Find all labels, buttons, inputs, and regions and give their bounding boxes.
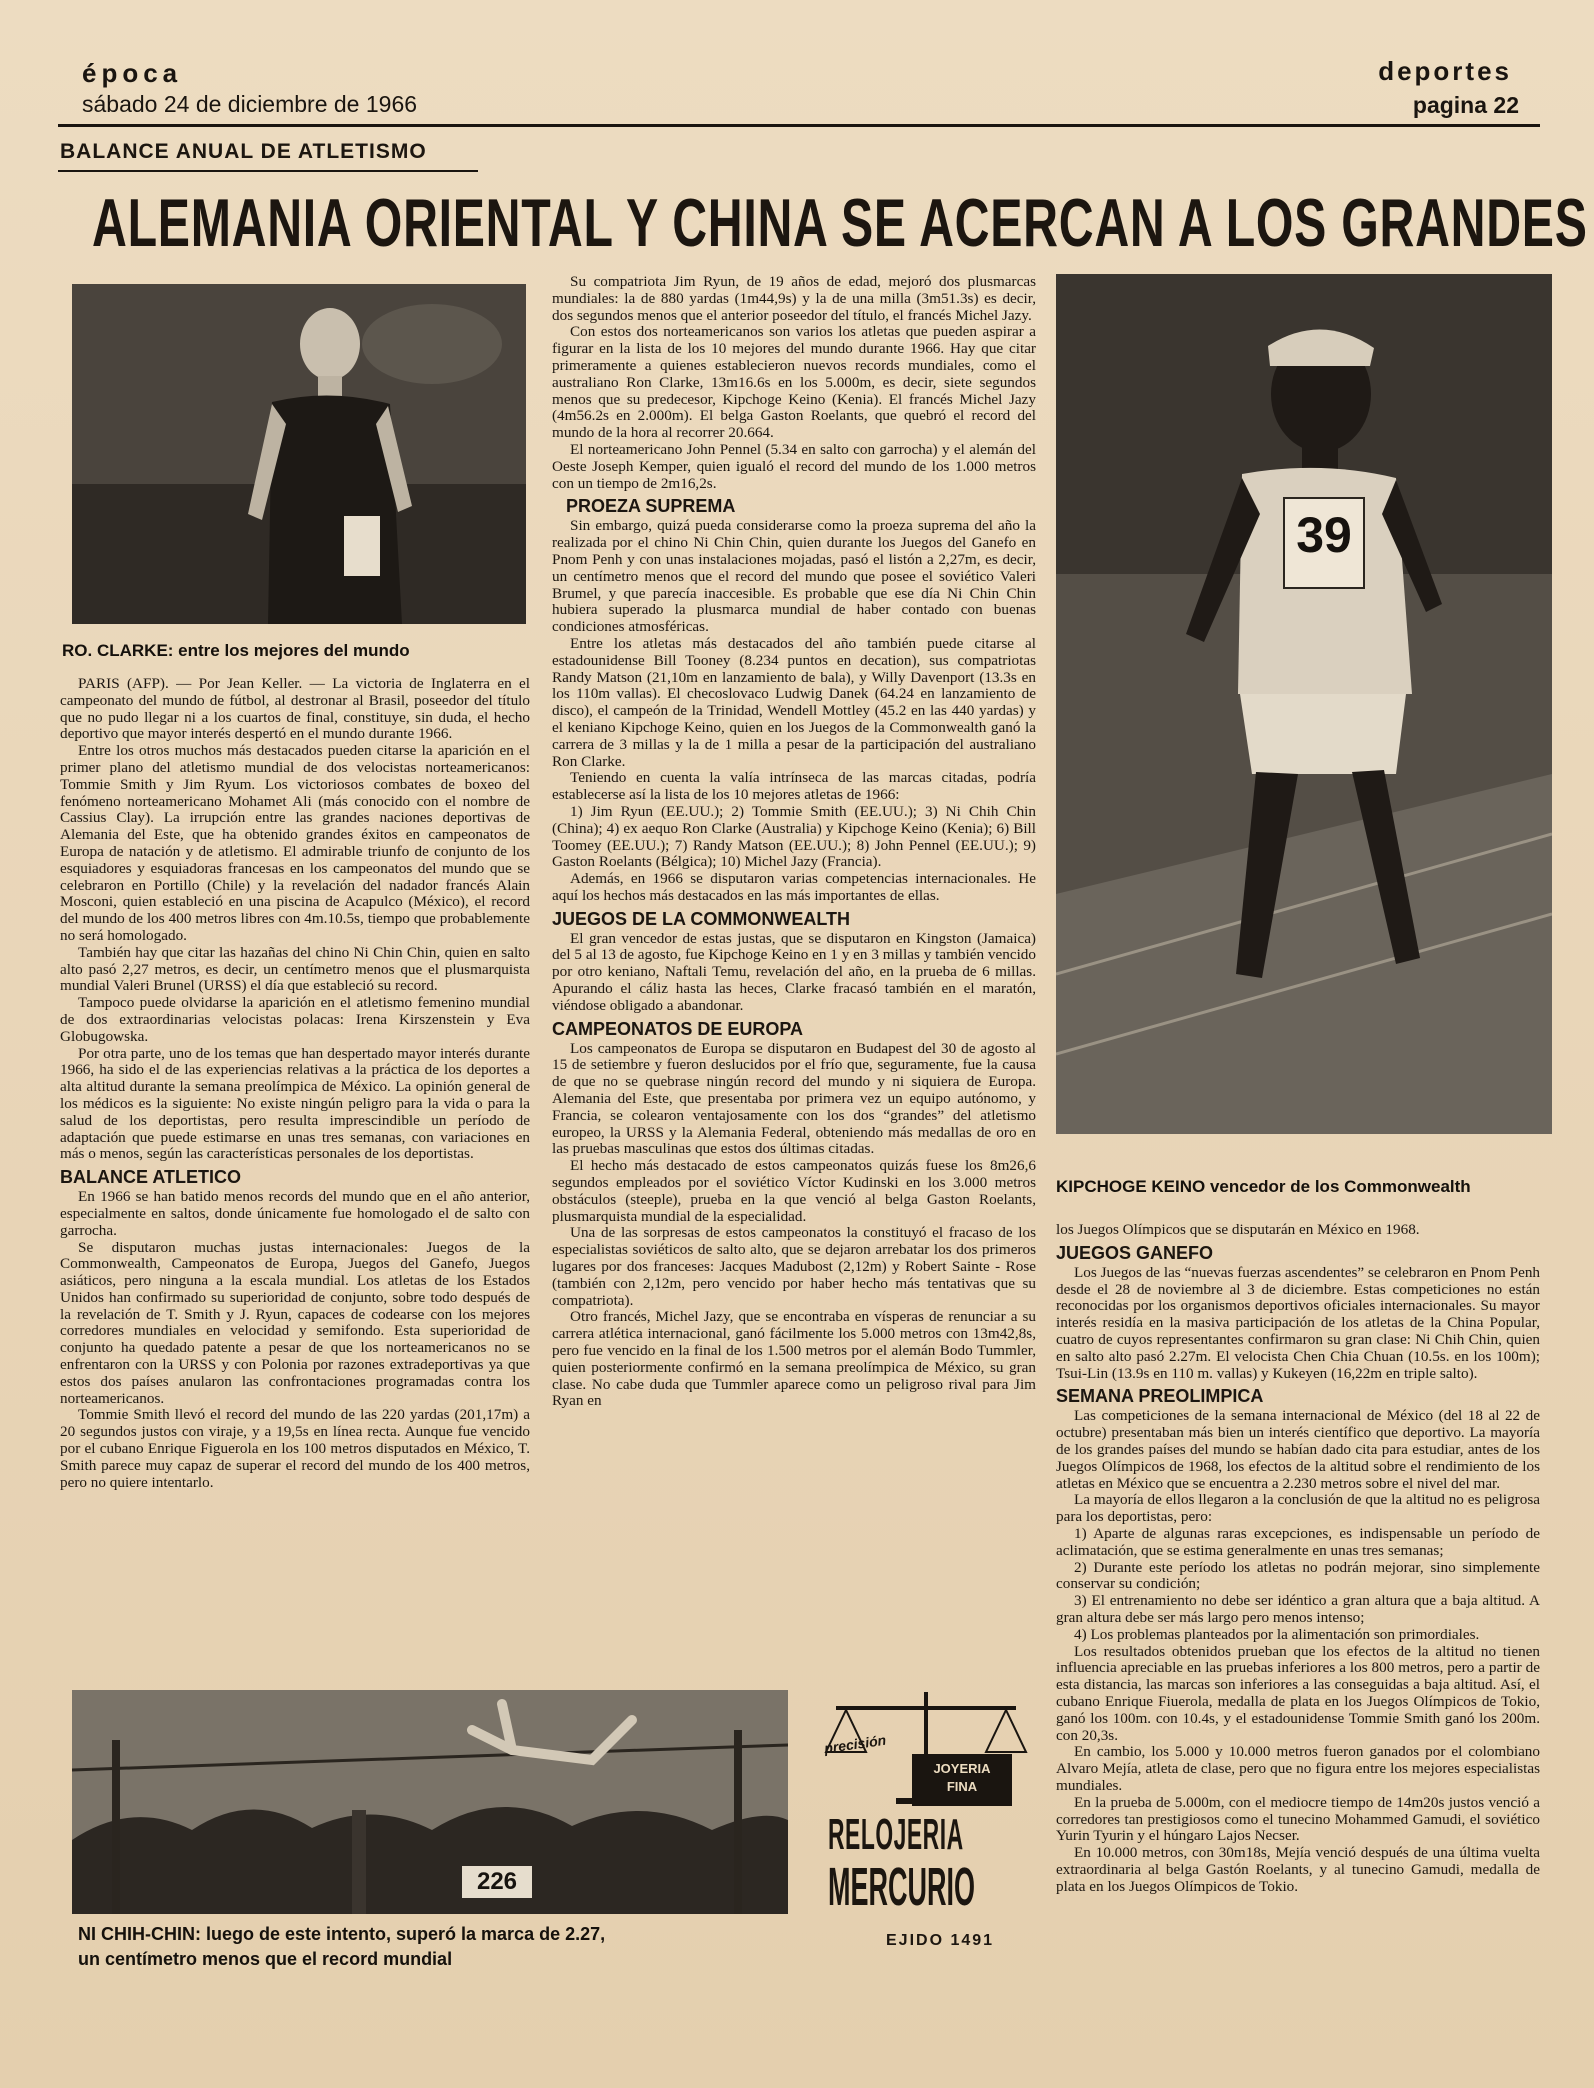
col2-paragraph: Además, en 1966 se disputaron varias competencias internacionales. He aquí los hechos más destacados en las más importantes de ellas. [552, 870, 1036, 904]
section-name: deportes [1378, 56, 1512, 86]
headline: ALEMANIA ORIENTAL Y CHINA SE ACERCAN A LOS GRANDES [92, 185, 1588, 261]
col1-paragraph: Por otra parte, uno de los temas que han despertado mayor interés durante 1966, ha sido el de las experiencias relativas a la práctica de los deportes a alta altitud durante la semana preolímpica de México. La opinión general de los médicos es la siguiente: No existe ningún peligro para la vida o para la salud de los deportistas, pero resulta imprescindible un período de adaptación que puede estimarse en unas tres semanas, con variaciones en más o menos, según las características personales de los deportistas. [60, 1044, 530, 1163]
col2-paragraph: Una de las sorpresas de estos campeonatos la constituyó el fracaso de los especialistas soviéticos de salto alto, que se dejaron arrebatar los dos primeros lugares por dos franceses: Jacques Madubost (2,12m) y Robert Sainte - Rose (también con 2,12m, pero vencido por haber hecho más tentativas que su compatriota). [552, 1224, 1036, 1309]
ad-joyeria: JOYERIA [933, 1761, 991, 1776]
keino-bib-number: 39 [1296, 507, 1352, 563]
col1-paragraph: PARIS (AFP). — Por Jean Keller. — La victoria de Inglaterra en el campeonato del mundo de fútbol, al destronar al Brasil, poseedor del título que no pudo llegar ni a los cuartos de final, constituye, sin duda, el hecho deportivo que mayor interés despertó en el mundo durante 1966. [60, 676, 530, 743]
clarke-caption: RO. CLARKE: entre los mejores del mundo [62, 641, 410, 660]
col3-paragraph: En cambio, los 5.000 y 10.000 metros fueron ganados por el colombiano Alvaro Mejía, atleta de clase, pero que no figura entre los mejores especialistas mundiales. [1056, 1743, 1540, 1794]
col2-paragraph: Sin embargo, quizá pueda considerarse como la proeza suprema del año la realizada por el chino Ni Chin Chin, quien durante los Juegos del Ganefo en Pnom Penh y con unas instalaciones mojadas, pasó el listón a 2,27m, es decir, un centímetro menos que el record del mundo que posee el soviético Valeri Brumel, y que parecía inaccesible. Es probable que ese día Ni Chin Chin hubiera superado la plusmarca mundial de haber contado con buenas condiciones atmosféricas. [552, 517, 1036, 636]
col2-paragraph: 1) Jim Ryun (EE.UU.); 2) Tommie Smith (EE.UU.); 3) Ni Chih Chin (China); 4) ex aequo Ron Clarke (Australia) y Kipchoge Keino (Kenia); 6) Bill Toomey (EE.UU.); 7) Randy Matson (EE.UU.); 8) John Pennel (EE.UU.); 9) Gaston Roelants (Bélgica); 10) Michel Jazy (Francia). [552, 802, 1036, 871]
col3-paragraph: los Juegos Olímpicos que se disputarán en México en 1968. [1056, 1222, 1420, 1238]
col2-paragraph: Entre los atletas más destacados del año también puede citarse al estadounidense Bill Tooney (8.234 puntos en decation), sus compatriotas Randy Matson (21,10m en lanzamiento de bala), y Willy Davenport (13.3s en los 110m vallas). El checoslovaco Ludwig Danek (64.24 en lanzamiento de disco), el campeón de la Trinidad, Wendell Mottley (45.2 en las 440 yardas) y el keniano Kipchoge Keino, quien en los Juegos de la Commonwealth ganó la carrera de 3 millas y la de 1 milla a pesar de la participación del australiano Ron Clarke. [552, 634, 1036, 770]
ad-relojeria: RELOJERIA [828, 1810, 964, 1859]
col2-paragraph: El gran vencedor de estas justas, que se disputaron en Kingston (Jamaica) del 5 al 13 de agosto, fue Kipchoge Keino en 1 y en 3 millas y también vencido por otro keniano, Naftali Temu, revelación del año, en la prueba de 6 millas. Apurando el cáliz hasta las heces, Clarke fracasó también en el maratón, viéndose obligado a abandonar. [552, 929, 1036, 1014]
col3-paragraph: 4) Los problemas planteados por la alimentación son primordiales. [1074, 1625, 1480, 1643]
col1-paragraph: Tampoco puede olvidarse la aparición en el atletismo femenino mundial de dos extraordinarias velocistas polacas: Irena Kirszenstein y Eva Globugowska. [60, 994, 530, 1045]
col3-paragraph: 1) Aparte de algunas raras excepciones, es indispensable un período de aclimatación, que se estima generalmente en unas tres semanas; [1056, 1524, 1540, 1559]
ad-mercurio: MERCURIO [828, 1857, 975, 1917]
col3-paragraph: En la prueba de 5.000m, con el mediocre tiempo de 14m20s justos venció a corredores tan prestigiosos como el tunecino Mohammed Gamudi, el soviético Yurin Tyurin y el húngaro Lajos Necser. [1056, 1793, 1540, 1845]
col1-paragraph: Se disputaron muchas justas internacionales: Juegos de la Commonwealth, Campeonatos de Europa, Juegos del Ganefo, Juegos asiáticos, pero ninguna a la escala mundial. Los atletas de los Estados Unidos han confirmado su superioridad de conjunto, sobre todo después de la revelación de T. Smith y J. Ryun, capaces de codearse con los mejores corredores mundiales en velocidad y semifondo. Esta superioridad de conjunto ha quedado patente a pesar de que los norteamericanos no se enfrentaron con la URSS y con Polonia por razones extradeportivas ya que estos dos países anularon las confrontaciones programadas contra los norteamericanos. [60, 1238, 530, 1407]
subhead-semana-preolimpica: SEMANA PREOLIMPICA [1056, 1386, 1264, 1407]
col3-paragraph: 2) Durante este período los atletas no podrán mejorar, sino simplemente conservar su condición; [1056, 1558, 1540, 1593]
publication-name: época [82, 58, 183, 88]
header-rule [58, 124, 1540, 127]
jump-sign-number: 226 [476, 1868, 518, 1895]
col2-paragraph: El hecho más destacado de estos campeonatos quizás fuese los 8m26,6 segundos empleados por el soviético Víctor Kudinski en los 3.000 metros obstáculos (steeple), prueba en la que venció al belga Gaston Roelants, plusmarquista mundial de la especialidad. [552, 1157, 1036, 1225]
col1-paragraph: Tommie Smith llevó el record del mundo de las 220 yardas (201,17m) a 20 segundos justos con viraje, y a 19,5s en línea recta. Aunque fue vencido por el cubano Enrique Figuerola en los 100 metros disputados en México, T. Smith parece muy capaz de superar el record del mundo de los 400 metros, pero no quiere intentarlo. [60, 1406, 530, 1491]
col1-paragraph: En 1966 se han batido menos records del mundo que en el año anterior, especialmente en saltos, donde únicamente fue homologado el de salto con garrocha. [60, 1188, 530, 1239]
nichin-caption [78, 1922, 778, 1972]
kicker-rule [58, 170, 478, 172]
relojeria-mercurio-ad [806, 1692, 1046, 1972]
col3-paragraph: Los Juegos de las “nuevas fuerzas ascendentes” se celebraron en Pnom Penh desde el 28 de noviembre al 3 de diciembre. Estas competiciones no están reconocidas por los organismos deportivos oficiales internacionales. Su mayor interés residía en la masiva participación de los atletas de la China Popular, cuatro de cuyos representantes confirmaron su gran clase: Ni Chih Chin, quien en salto alto pasó 2.27m. El velocista Chen Chia Chuan (10.5s. en los 100m); Tsui-Lin (13.9s en 110 m. vallas) y Kukeyen (16,22m en triple salto). [1056, 1263, 1540, 1382]
col2-paragraph: Su compatriota Jim Ryun, de 19 años de edad, mejoró dos plusmarcas mundiales: la de 880 yardas (1m44,9s) y la de una milla (3m51.3s) es decir, dos segundos menos que el anterior poseedor del título, el francés Michel Jazy. [552, 274, 1036, 324]
col2-paragraph: Otro francés, Michel Jazy, que se encontraba en vísperas de renunciar a su carrera atlética internacional, ganó fácilmente los 5.000 metros con 13m42,8s, pero fue vencido en la final de los 1.500 metros por el alemán Bodo Tummler, quien posteriormente confirmó en la semana preolímpica de México, su gran clase. No cabe duda que Tummler aparece como un peligroso rival para Jim Ryan en [552, 1308, 1036, 1410]
nichin-caption-line1: NI CHIH-CHIN: luego de este intento, superó la marca de 2.27, [78, 1924, 606, 1944]
col2-paragraph: Los campeonatos de Europa se disputaron en Budapest del 30 de agosto al 15 de setiembre y fueron deslucidos por el frío que, seguramente, fue la causa de que no se quebrase ningún record del mundo y ni siquiera de Europa. Alemania del Este, que presentaba por primera vez un equipo autónomo, y Francia, se colearon ventajosamente con los dos “grandes” del atletismo europeo, la URSS y la Alemania Federal, obteniendo más medallas de oro en las pruebas masculinas que estos dos últimas citadas. [552, 1039, 1036, 1158]
ad-joyeria-box [912, 1754, 1012, 1806]
column-3 [1056, 1222, 1540, 1958]
col1-paragraph: Entre los otros muchos más destacados pueden citarse la aparición en el primer plano del atletismo mundial de dos velocistas norteamericanos: Tommie Smith y Jim Ryum. Los victoriosos combates de boxeo del fenómeno norteamericano Mohamet Ali (más conocido con el nombre de Cassius Clay). La irrupción entre las grandes naciones deportivas de Alemania del Este, que ha obtenido grandes éxitos en campeonatos de Europa de natación y de atletismo. El admirable triunfo de conjunto de los esquiadores y esquiadoras francesas en los campeonatos del mundo que se celebraron en Portillo (Chile) y la revelación del nadador francés Alain Mosconi, quien estableció en una piscina de Acapulco (México), el record del mundo de los 400 metros libres con 4m.10.5s, tiempo que probablemente no será homologado. [60, 742, 530, 944]
ad-address: EJIDO 1491 [886, 1932, 995, 1949]
column-2 [552, 274, 1036, 1676]
subhead-balance-atletico: BALANCE ATLETICO [60, 1167, 241, 1188]
keino-photo [1056, 274, 1552, 1134]
col3-paragraph: Los resultados obtenidos prueban que los efectos de la altitud no tienen influencia apreciable en las pruebas inferiores a los 800 metros, pero a partir de esta distancia, las marcas son inferiores a las conseguidas a baja altitud. Así, el cubano Enrique Fiuerola, medalla de plata en los Juegos Olímpicos de Tokio, ganó los 100m. con 10.4s, y el estadounidense Tommie Smith ganó los 200m. con 20,3s. [1056, 1642, 1540, 1744]
col3-paragraph: La mayoría de ellos llegaron a la conclusión de que la altitud no es peligrosa para los deportistas, pero: [1056, 1491, 1540, 1526]
column-1 [60, 676, 530, 1676]
keino-caption: KIPCHOGE KEINO vencedor de los Commonwealth [1056, 1177, 1471, 1196]
nichin-caption-line2: un centímetro menos que el record mundial [78, 1949, 453, 1969]
keino-figure [1056, 274, 1552, 1134]
ad-fina: FINA [946, 1779, 978, 1794]
nichin-figure [72, 1690, 788, 1914]
subhead-proeza-suprema: PROEZA SUPREMA [566, 496, 736, 517]
nichin-photo [72, 1690, 788, 1914]
ad-precision: precisión [823, 1731, 888, 1757]
col3-paragraph: En 10.000 metros, con 30m18s, Mejía venció después de una última vuelta extraordinaria al belga Gastón Roelants, y al tunecino Gamudi, medalla de plata en los Juegos Olímpicos de Tokio. [1056, 1844, 1540, 1895]
col2-paragraph: El norteamericano John Pennel (5.34 en salto con garrocha) y el alemán del Oeste Joseph Kemper, quien igualó el record del mundo de los 1.000 metros con un tiempo de 2m16,2s. [552, 440, 1036, 492]
col1-paragraph: También hay que citar las hazañas del chino Ni Chin Chin, quien en salto alto pasó 2,27 metros, es decir, un centímetro menos que el plusmarquista mundial Valeri Brunel (URSS) el día que estableció su record. [60, 943, 530, 995]
subhead-juegos-ganefo: JUEGOS GANEFO [1056, 1242, 1214, 1263]
subhead-campeonatos-europa: CAMPEONATOS DE EUROPA [552, 1018, 804, 1039]
col3-paragraph: Las competiciones de la semana internacional de México (del 18 al 22 de octubre) presentaban más bien un interés científico que deportivo. La mayoría de los grandes países del mundo se habían dado cita para estudiar, antes de los Juegos Olímpicos de 1968, los efectos de la altitud sobre el rendimiento de los atletas en México que se encuentra a 2.230 metros sobre el nivel del mar. [1056, 1407, 1540, 1492]
page-number: pagina 22 [1412, 92, 1519, 118]
col2-paragraph: Con estos dos norteamericanos son varios los atletas que pueden aspirar a figurar en la lista de los 10 mejores del mundo durante 1966. Hay que citar primeramente a quienes establecieron nuevos records mundiales, como el australiano Ron Clarke, 13m16.6s en los 5.000m, es decir, siete segundos menos que su predecesor, Kipchoge Keino (Kenia). El francés Michel Jazy (4m56.2s en 2.000m). El belga Gaston Roelants, que quebró el record del mundo de la hora al recorrer 20.664. [552, 323, 1036, 442]
col3-paragraph: 3) El entrenamiento no debe ser idéntico a gran altura que a baja altitud. A gran altura debe ser más largo pero menos intenso; [1056, 1592, 1540, 1626]
subhead-commonwealth: JUEGOS DE LA COMMONWEALTH [552, 908, 850, 929]
clarke-figure [72, 284, 526, 624]
kicker: BALANCE ANUAL DE ATLETISMO [60, 140, 427, 163]
clarke-photo [72, 284, 526, 624]
issue-date: sábado 24 de diciembre de 1966 [82, 91, 418, 117]
col2-paragraph: Teniendo en cuenta la valía intrínseca de las marcas citadas, podría establecerse así la lista de los 10 mejores atletas de 1966: [552, 769, 1036, 804]
